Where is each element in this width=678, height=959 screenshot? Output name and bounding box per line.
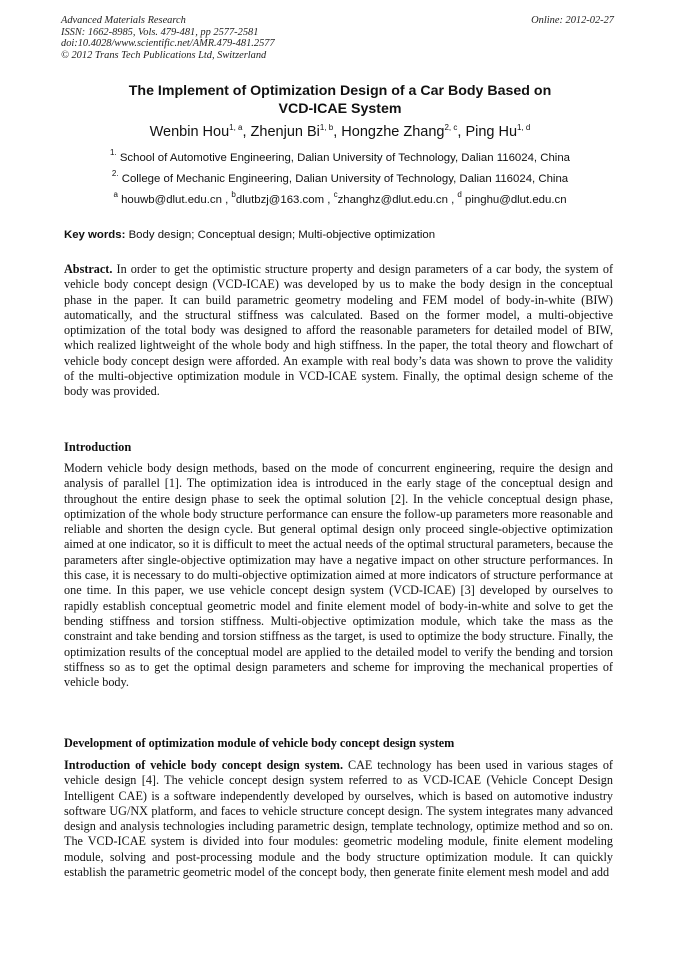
author-name: Ping Hu bbox=[465, 124, 518, 140]
subsection-lead: Introduction of vehicle body concept design system. bbox=[64, 758, 343, 772]
development-paragraph bbox=[64, 758, 613, 880]
affiliation-text: College of Mechanic Engineering, Dalian University of Technology, Dalian 116024, China bbox=[121, 173, 569, 185]
email-list: $^a$ houwb@dlut.edu.cn , $^b$dlutbzj@163.com , $^c$zhanghz@dlut.edu.cn , $^d$ pinghu@dlut.edu.cn bbox=[113, 190, 567, 206]
issn-line: ISSN: 1662-8985, Vols. 479-481, pp 2577-2581 bbox=[61, 26, 259, 38]
development-heading: Development of optimization module of vehicle body concept design system bbox=[64, 736, 455, 750]
title-line-2: VCD-ICAE System bbox=[278, 101, 402, 117]
author-name: Zhenjun Bi bbox=[250, 124, 320, 140]
email-marker: d bbox=[457, 190, 462, 199]
email-marker: c bbox=[333, 190, 338, 199]
author-superscript: 1, a bbox=[229, 123, 243, 132]
author-superscript: 1, d bbox=[517, 123, 531, 132]
copyright-line: © 2012 Trans Tech Publications Ltd, Switzerland bbox=[61, 49, 267, 61]
journal-name: Advanced Materials Research bbox=[61, 15, 186, 26]
keywords-line bbox=[64, 228, 616, 242]
email-address: zhanghz@dlut.edu.cn bbox=[337, 194, 448, 206]
email-address: pinghu@dlut.edu.cn bbox=[465, 194, 567, 206]
abstract-paragraph bbox=[64, 262, 613, 400]
doi-line: doi:10.4028/www.scientific.net/AMR.479-481.2577 bbox=[61, 38, 275, 49]
author-name: Hongzhe Zhang bbox=[341, 124, 445, 140]
keywords-label: Key words: bbox=[64, 229, 126, 241]
online-date: Online: 2012-02-27 bbox=[531, 15, 614, 26]
affiliation-1 bbox=[40, 148, 640, 165]
introduction-paragraph: Modern vehicle body design methods, based on the mode of concurrent engineering, require the design and analysis of parallel [1]. The optimization idea is introduced in the early stage of the conceptual design and throughout the entire design phase to seek the optimal solution [2]. In the vehicle conceptual design phase, optimization of the whole body structure performance can ensure the follow-up parameters more reasonable and reliable and shorten the design cycle. But general optimal design only proceed single-objective optimization aimed at one indicator, so it is difficult to meet the actual needs of the optimal structural parameters, because the parameters after single-objective optimization may have a negative impact on other structure performances. In this case, it is necessary to do multi-objective optimization aimed at more indicators of structure performance at one time. In this paper, we use vehicle concept design system (VCD-ICAE) [3] developed by ourselves to rapidly establish conceptual geometric model and finite element model of body-in-white and solve to get the bending stiffness and torsion stiffness. Multi-objective optimization module, which take the mass as the constraint and take bending and torsion stiffness as the target, is used to optimize the body structure. Finally, the optimization results of the conceptual model are applied to the detailed model to verify the bending and torsion stiffness so as to get the optimal design parameters and scheme for improving the mechanical properties of vehicle body. bbox=[64, 461, 613, 690]
keywords-text: Body design; Conceptual design; Multi-objective optimization bbox=[128, 229, 436, 241]
development-text: CAE technology has been used in various stages of vehicle design [4]. The vehicle concept design system referred to as VCD-ICAE (Vehicle Concept Design Intelligent CAE) is a software independently developed by ourselves, which is based on automotive industry software UG/NX platform, and faces to vehicle structure concept design. The system integrates many advanced design and analysis technologies including parametric design, template technology, optimize method and so on. The VCD-ICAE system is divided into four modules: geometric modeling module, finite element modeling module, solving and post-processing module and the body structure optimization module. It can quickly establish the parametric geometric model of the concept body, then generate finite element mesh model and add bbox=[64, 758, 613, 880]
email-marker: a bbox=[113, 190, 118, 199]
author-superscript: 1, b bbox=[319, 123, 334, 132]
paper-title bbox=[40, 82, 640, 118]
title-line-1: The Implement of Optimization Design of a Car Body Based on bbox=[128, 83, 552, 99]
abstract-text: In order to get the optimistic structure property and design parameters of a car body, the system of vehicle body concept design (VCD-ICAE) was developed by us to make the body design in the conceptual phase in the paper. It can build parametric geometry modeling and FEM model of body-in-white (BIW) automatically, and the structural stiffness was calculated. Based on the former model, a multi-objective optimization of the total body was designed to afford the reasonable parameters for detailed model of BIW, which realized lightweight of the whole body and high stiffness. In the paper, the total theory and flowchart of vehicle body concept design were afforded. An example with real body’s data was shown to prove the validity of the multi-objective optimization module in VCD-ICAE system. Finally, the optimal design scheme of the body was provided. bbox=[64, 262, 613, 399]
affiliation-number: 2. bbox=[111, 169, 119, 178]
abstract-label: Abstract. bbox=[64, 262, 113, 276]
email-marker: b bbox=[231, 190, 236, 199]
email-address: dlutbzj@163.com bbox=[235, 194, 325, 206]
author-list: Wenbin Hou$^{1, a}$, Zhenjun Bi$^{1, b}$, Hongzhe Zhang$^{2, c}$, Ping Hu$^{1, d}$ bbox=[149, 123, 531, 140]
journal-header bbox=[61, 15, 275, 61]
affiliation-text: School of Automotive Engineering, Dalian University of Technology, Dalian 116024, China bbox=[119, 152, 571, 164]
email-address: houwb@dlut.edu.cn bbox=[121, 194, 222, 206]
introduction-heading: Introduction bbox=[64, 440, 132, 454]
affiliation-number: 1. bbox=[109, 148, 117, 157]
affiliation-2 bbox=[40, 169, 640, 186]
author-superscript: 2, c bbox=[444, 123, 458, 132]
author-name: Wenbin Hou bbox=[149, 124, 230, 140]
